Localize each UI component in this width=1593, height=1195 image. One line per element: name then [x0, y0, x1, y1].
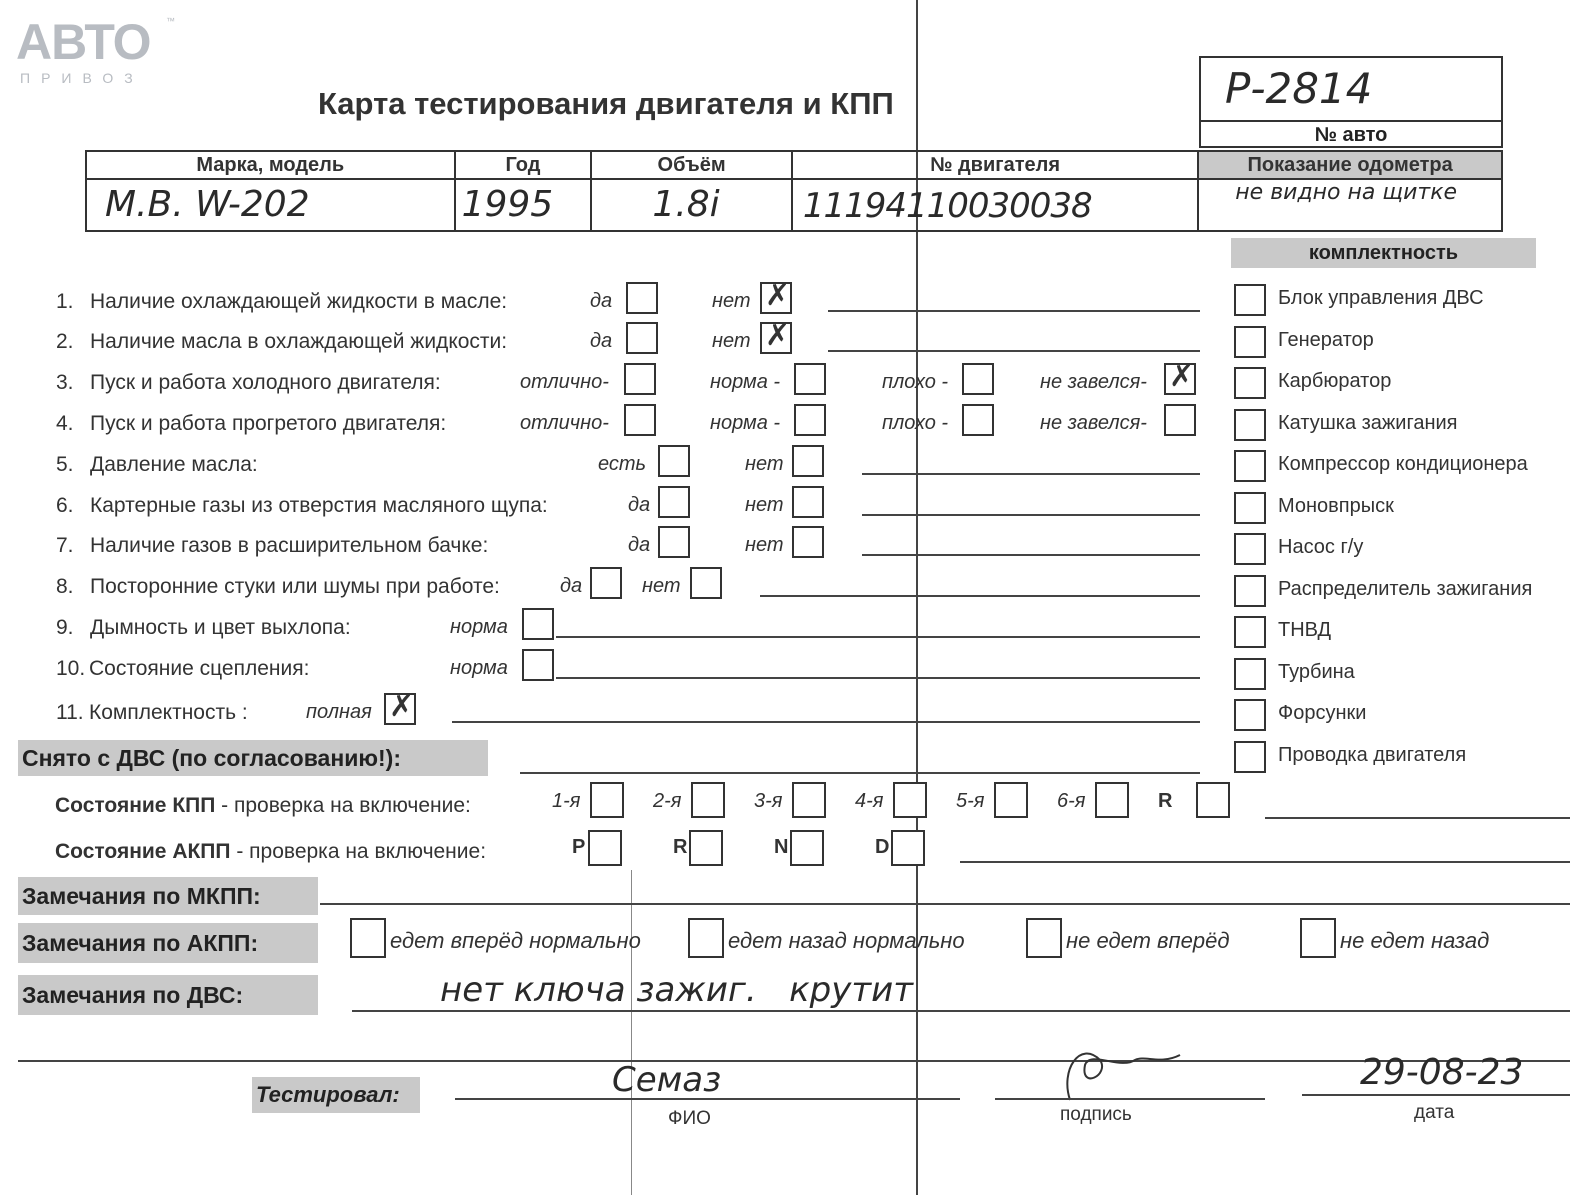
question-checkbox[interactable]	[962, 404, 994, 436]
akpp-remark-checkbox[interactable]	[1300, 918, 1336, 958]
question-option-label: полная	[306, 701, 372, 723]
komplekt-checkbox[interactable]	[1234, 533, 1266, 565]
date-line	[1302, 1094, 1570, 1096]
komplekt-checkbox[interactable]	[1234, 492, 1266, 524]
car-number-value: Р-2814	[1225, 64, 1373, 113]
question-checkbox[interactable]	[792, 445, 824, 477]
komplekt-checkbox[interactable]	[1234, 699, 1266, 731]
kpp-gear-label: 2-я	[653, 790, 682, 812]
vehicle-header-table	[85, 150, 1503, 232]
question-option-label: не завелся-	[1040, 371, 1147, 393]
question-option-label: есть	[598, 453, 647, 475]
question-option-label: да	[590, 290, 613, 312]
question-text: Пуск и работа прогретого двигателя:	[90, 412, 447, 435]
logo-trademark: ™	[166, 16, 175, 26]
question-checkbox[interactable]	[1164, 363, 1196, 395]
question-number: 11.	[56, 701, 84, 724]
mkpp-remarks-label: Замечания по МКПП:	[18, 877, 318, 915]
question-option-label: отлично-	[520, 371, 609, 393]
car-number-box	[1199, 56, 1503, 148]
question-answer-line	[862, 473, 1200, 475]
kpp-gear-checkbox[interactable]	[893, 782, 927, 818]
question-option-label: нет	[745, 453, 784, 475]
question-checkbox[interactable]	[384, 693, 416, 725]
question-checkbox[interactable]	[658, 445, 690, 477]
question-number: 5.	[56, 453, 74, 476]
question-option-label: норма -	[710, 412, 781, 434]
question-answer-line	[828, 350, 1200, 352]
akpp-mode-label: P	[572, 836, 586, 858]
question-option-label: нет	[745, 534, 784, 556]
question-text: Пуск и работа холодного двигателя:	[90, 371, 441, 394]
question-answer-line	[760, 595, 1200, 597]
header-value-engine-no: 11194110030038	[792, 179, 1198, 231]
header-value-year: 1995	[455, 179, 592, 231]
question-option-label: да	[628, 494, 651, 516]
question-number: 2.	[56, 330, 74, 353]
header-label-engine-no: № двигателя	[792, 151, 1198, 179]
komplekt-checkbox[interactable]	[1234, 326, 1266, 358]
kpp-gear-label: 5-я	[956, 790, 985, 812]
question-checkbox[interactable]	[624, 404, 656, 436]
dvs-remarks-value: нет ключа зажиг. крутит	[440, 970, 914, 1010]
question-text: Дымность и цвет выхлопа:	[90, 616, 351, 639]
kpp-gear-label: 6-я	[1057, 790, 1086, 812]
question-text: Давление масла:	[90, 453, 258, 476]
question-number: 8.	[56, 575, 74, 598]
akpp-remark-option-label: едет вперёд нормально	[390, 928, 641, 953]
kpp-gear-label: 1-я	[552, 790, 581, 812]
header-label-volume: Объём	[591, 151, 791, 179]
komplekt-item-label: Генератор	[1278, 328, 1374, 351]
dvs-remarks-label: Замечания по ДВС:	[18, 975, 318, 1015]
question-option-label: нет	[712, 290, 751, 312]
akpp-remark-option-label: не едет назад	[1340, 928, 1490, 953]
komplekt-item-label: Турбина	[1278, 660, 1355, 683]
komplekt-item-label: ТНВД	[1278, 619, 1332, 641]
kpp-gear-label: R	[1158, 790, 1173, 812]
date-value: 29-08-23	[1360, 1052, 1524, 1093]
akpp-mode-label: N	[774, 836, 789, 858]
question-checkbox[interactable]	[1164, 404, 1196, 436]
akpp-label: Состояние АКПП - проверка на включение:	[55, 840, 487, 863]
question-text: Посторонние стуки или шумы при работе:	[90, 575, 500, 598]
komplekt-item-label: Распределитель зажигания	[1278, 577, 1533, 600]
header-label-odometer: Показание одометра	[1198, 151, 1502, 179]
question-text: Комплектность :	[89, 701, 248, 724]
tested-label: Тестировал:	[252, 1077, 420, 1113]
komplekt-checkbox[interactable]	[1234, 284, 1266, 316]
logo-sub: ПРИВОЗ	[20, 70, 144, 86]
komplekt-item-label: Проводка двигателя	[1278, 743, 1467, 766]
fio-value: Семаз	[612, 1060, 722, 1100]
question-checkbox[interactable]	[626, 322, 658, 354]
page-title: Карта тестирования двигателя и КПП	[318, 86, 894, 121]
sign-caption: подпись	[1060, 1104, 1132, 1125]
removed-label: Снято с ДВС (по согласованию!):	[18, 740, 488, 776]
akpp-remarks-label: Замечания по АКПП:	[18, 923, 318, 963]
question-answer-line	[556, 636, 1200, 638]
header-value-make: М.В. W-202	[86, 179, 455, 231]
question-text: Наличие масла в охлаждающей жидкости:	[90, 330, 508, 353]
question-checkbox[interactable]	[522, 608, 554, 640]
komplekt-checkbox[interactable]	[1234, 616, 1266, 648]
komplekt-checkbox[interactable]	[1234, 741, 1266, 773]
question-checkbox[interactable]	[760, 282, 792, 314]
question-text: Состояние сцепления:	[89, 657, 310, 680]
komplekt-checkbox[interactable]	[1234, 575, 1266, 607]
akpp-remark-option-label: не едет вперёд	[1066, 928, 1230, 953]
komplekt-item-label: Насос г/у	[1278, 536, 1364, 558]
komplekt-title: комплектность	[1231, 238, 1536, 268]
question-option-label: норма -	[710, 371, 781, 393]
question-option-label: норма	[450, 657, 508, 679]
car-number-label: № авто	[1201, 120, 1501, 148]
question-checkbox[interactable]	[626, 282, 658, 314]
komplekt-item-label: Карбюратор	[1278, 370, 1392, 392]
akpp-remark-option-label: едет назад нормально	[728, 928, 965, 953]
question-answer-line	[828, 310, 1200, 312]
fio-caption: ФИО	[668, 1108, 711, 1129]
question-checkbox[interactable]	[794, 363, 826, 395]
question-option-label: нет	[745, 494, 784, 516]
komplekt-item-label: Форсунки	[1278, 702, 1367, 724]
question-number: 1.	[56, 290, 74, 313]
komplekt-item-label: Катушка зажигания	[1278, 411, 1458, 434]
removed-line	[520, 772, 1200, 774]
question-option-label: да	[590, 330, 613, 352]
date-caption: дата	[1414, 1102, 1455, 1123]
akpp-mode-label: D	[875, 836, 890, 858]
question-number: 3.	[56, 371, 74, 394]
question-option-label: норма	[450, 616, 508, 638]
question-text: Наличие газов в расширительном бачке:	[90, 534, 489, 557]
question-option-label: да	[628, 534, 651, 556]
komplekt-checkbox[interactable]	[1234, 450, 1266, 482]
question-option-label: не завелся-	[1040, 412, 1147, 434]
question-number: 6.	[56, 494, 74, 517]
question-option-label: плохо -	[882, 412, 949, 434]
question-answer-line	[862, 514, 1200, 516]
question-option-label: отлично-	[520, 412, 609, 434]
komplekt-item-label: Компрессор кондиционера	[1278, 453, 1528, 475]
akpp-mode-checkbox[interactable]	[588, 830, 622, 866]
question-checkbox[interactable]	[962, 363, 994, 395]
kpp-label: Состояние КПП - проверка на включение:	[55, 794, 471, 817]
question-option-label: нет	[712, 330, 751, 352]
question-number: 7.	[56, 534, 74, 557]
komplekt-checkbox[interactable]	[1234, 409, 1266, 441]
kpp-gear-checkbox[interactable]	[1095, 782, 1129, 818]
question-text: Картерные газы из отверстия масляного щупа:	[90, 494, 548, 517]
dvs-remarks-line	[352, 1010, 1570, 1012]
header-label-year: Год	[455, 151, 592, 179]
mkpp-remarks-line	[320, 903, 1570, 905]
question-option-label: нет	[642, 575, 681, 597]
kpp-gear-checkbox[interactable]	[691, 782, 725, 818]
header-value-volume: 1.8i	[591, 179, 791, 231]
question-option-label: да	[560, 575, 583, 597]
kpp-gear-checkbox[interactable]	[1196, 782, 1230, 818]
question-number: 9.	[56, 616, 74, 639]
header-label-make: Марка, модель	[86, 151, 455, 179]
kpp-gear-checkbox[interactable]	[994, 782, 1028, 818]
question-checkbox[interactable]	[760, 322, 792, 354]
question-checkbox[interactable]	[658, 486, 690, 518]
question-number: 4.	[56, 412, 74, 435]
akpp-mode-checkbox[interactable]	[689, 830, 723, 866]
komplekt-item-label: Моновпрыск	[1278, 494, 1394, 517]
akpp-remark-checkbox[interactable]	[688, 918, 724, 958]
question-number: 10.	[56, 657, 86, 680]
question-answer-line	[862, 554, 1200, 556]
question-checkbox[interactable]	[792, 526, 824, 558]
header-value-odometer: не видно на щитке	[1198, 179, 1502, 231]
question-checkbox[interactable]	[792, 486, 824, 518]
fio-line	[455, 1098, 960, 1100]
question-option-label: плохо -	[882, 371, 949, 393]
akpp-mode-checkbox[interactable]	[891, 830, 925, 866]
question-checkbox[interactable]	[522, 649, 554, 681]
question-answer-line	[452, 721, 1200, 723]
komplekt-checkbox[interactable]	[1234, 367, 1266, 399]
komplekt-item-label: Блок управления ДВС	[1278, 287, 1484, 309]
question-checkbox[interactable]	[690, 567, 722, 599]
kpp-gear-checkbox[interactable]	[792, 782, 826, 818]
logo-word: АВТО	[16, 14, 151, 70]
akpp-remark-checkbox[interactable]	[350, 918, 386, 958]
scan-line	[631, 870, 632, 1195]
akpp-line	[960, 861, 1570, 863]
akpp-mode-label: R	[673, 836, 688, 858]
kpp-gear-label: 4-я	[855, 790, 884, 812]
logo	[16, 14, 175, 86]
question-checkbox[interactable]	[658, 526, 690, 558]
question-checkbox[interactable]	[624, 363, 656, 395]
sign-line	[995, 1098, 1265, 1100]
question-text: Наличие охлаждающей жидкости в масле:	[90, 290, 508, 313]
komplekt-checkbox[interactable]	[1234, 658, 1266, 690]
akpp-mode-checkbox[interactable]	[790, 830, 824, 866]
question-answer-line	[556, 677, 1200, 679]
akpp-remark-checkbox[interactable]	[1026, 918, 1062, 958]
kpp-gear-checkbox[interactable]	[590, 782, 624, 818]
kpp-gear-label: 3-я	[754, 790, 783, 812]
question-checkbox[interactable]	[794, 404, 826, 436]
question-checkbox[interactable]	[590, 567, 622, 599]
divider-line	[18, 1060, 1570, 1062]
kpp-line	[1265, 817, 1570, 819]
